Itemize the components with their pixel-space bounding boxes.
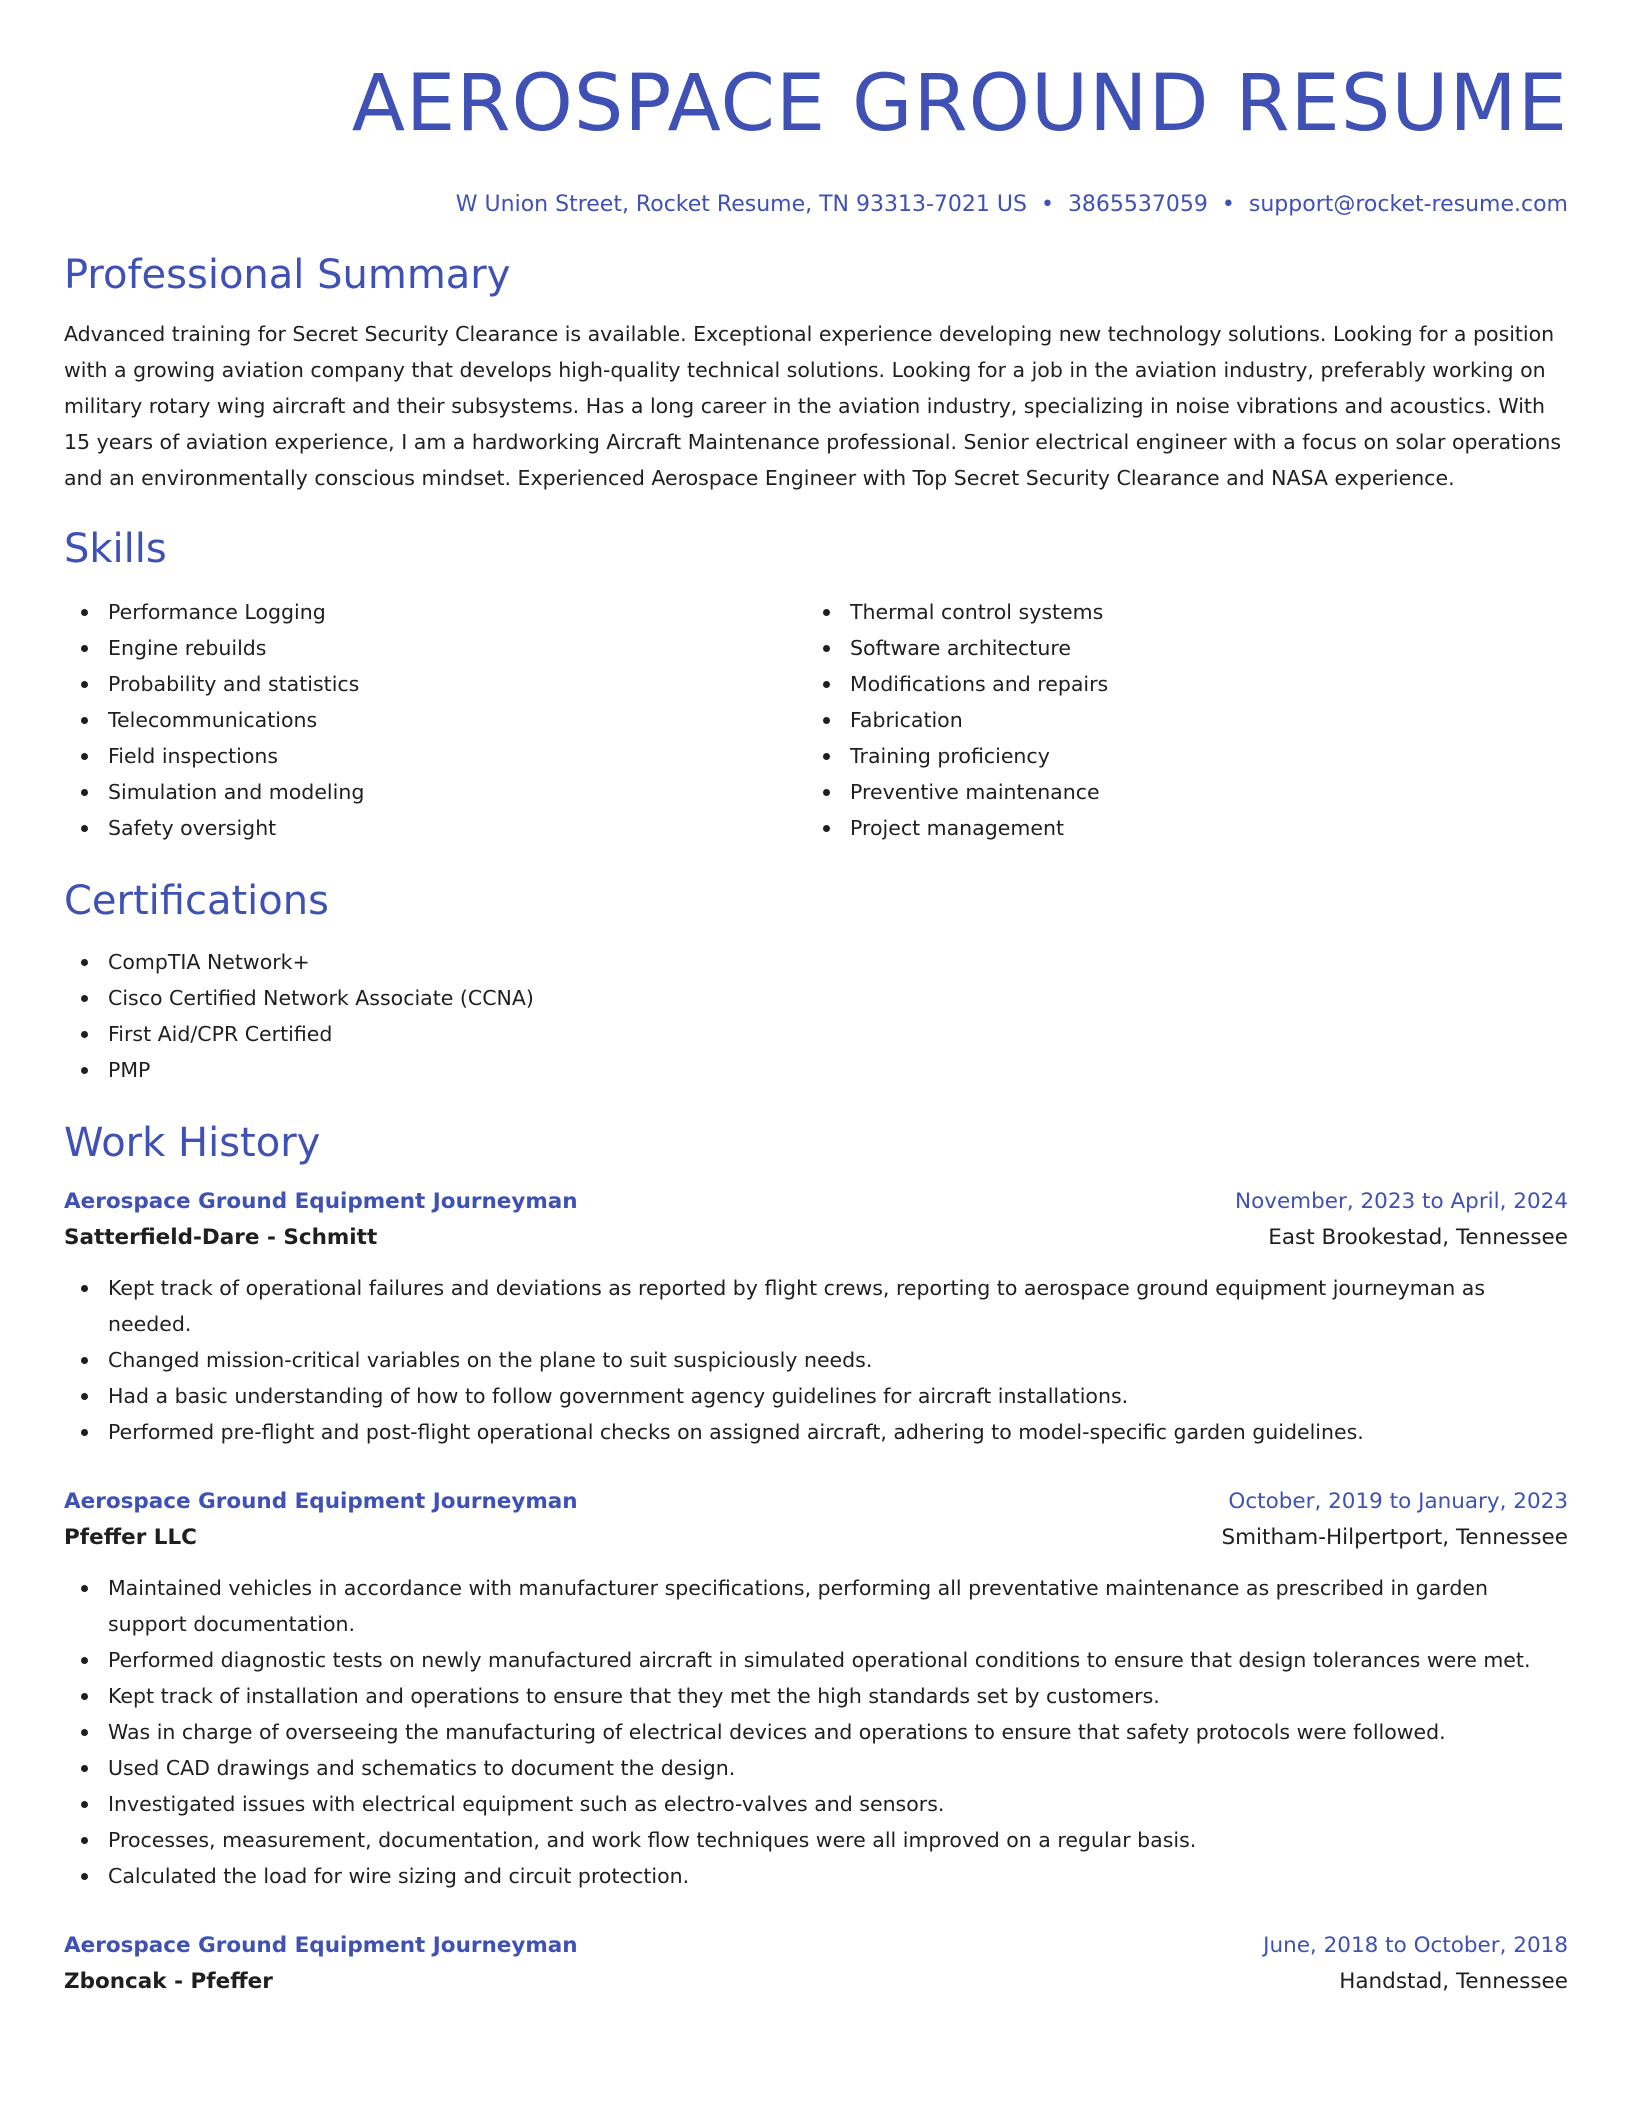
certifications-list [64, 944, 1568, 1088]
job-duty-item: Performed diagnostic tests on newly manufactured aircraft in simulated operational conditions to ensure that design tolerances were met. [64, 1642, 1568, 1678]
job-company-row [64, 1220, 1568, 1256]
job-duty-item: Used CAD drawings and schematics to document the design. [64, 1750, 1568, 1786]
skill-item: Project management [806, 810, 1548, 846]
job-company: Zboncak - Pfeffer [64, 1969, 273, 1994]
job-company-row [64, 1520, 1568, 1556]
certification-item: Cisco Certified Network Associate (CCNA) [64, 980, 1568, 1016]
skill-item: Modifications and repairs [806, 666, 1548, 702]
job-entry [64, 1184, 1568, 1450]
job-duty-item: Processes, measurement, documentation, and work flow techniques were all improved on a regular basis. [64, 1822, 1568, 1858]
job-location: Handstad, Tennessee [1339, 1969, 1568, 1994]
candidate-name: AEROSPACE GROUND RESUME [351, 59, 1568, 149]
job-location: Smitham-Hilpertport, Tennessee [1221, 1525, 1568, 1550]
skill-item: Fabrication [806, 702, 1548, 738]
job-company: Pfeffer LLC [64, 1525, 197, 1550]
job-duty-item: Changed mission-critical variables on the plane to suit suspiciously needs. [64, 1342, 1568, 1378]
work-history-list [64, 1184, 1568, 2000]
job-duty-item: Investigated issues with electrical equipment such as electro-valves and sensors. [64, 1786, 1568, 1822]
job-header-row [64, 1928, 1568, 1964]
skill-item: Probability and statistics [64, 666, 806, 702]
skills-column-right [806, 594, 1548, 846]
contact-address: W Union Street, Rocket Resume, TN 93313-7021 US [455, 192, 1027, 217]
job-duty-item: Kept track of installation and operations to ensure that they met the high standards set by customers. [64, 1678, 1568, 1714]
skill-item: Simulation and modeling [64, 774, 806, 810]
skill-item: Performance Logging [64, 594, 806, 630]
skill-item: Software architecture [806, 630, 1548, 666]
job-company-row [64, 1964, 1568, 2000]
job-title: Aerospace Ground Equipment Journeyman [64, 1189, 578, 1214]
job-duties-list [64, 1270, 1568, 1450]
contact-email[interactable]: support@rocket-resume.com [1248, 192, 1568, 217]
job-duty-item: Kept track of operational failures and deviations as reported by flight crews, reporting to aerospace ground equipment journeyman as needed. [64, 1270, 1568, 1342]
skills-list [64, 594, 1568, 846]
skill-item: Telecommunications [64, 702, 806, 738]
contact-line [64, 190, 1568, 220]
job-dates: November, 2023 to April, 2024 [1234, 1189, 1568, 1214]
skill-item: Thermal control systems [806, 594, 1548, 630]
job-duty-item: Maintained vehicles in accordance with manufacturer specifications, performing all preventative maintenance as prescribed in garden support documentation. [64, 1570, 1568, 1642]
certification-item: CompTIA Network+ [64, 944, 1568, 980]
job-duty-item: Had a basic understanding of how to follow government agency guidelines for aircraft installations. [64, 1378, 1568, 1414]
job-title: Aerospace Ground Equipment Journeyman [64, 1489, 578, 1514]
job-duty-item: Calculated the load for wire sizing and circuit protection. [64, 1858, 1568, 1894]
job-duties-list [64, 1570, 1568, 1894]
contact-separator: • [1221, 192, 1235, 217]
summary-text: Advanced training for Secret Security Clearance is available. Exceptional experience developing new technology solutions. Looking for a position with a growing aviation company that develops high-quality technical solutions. Looking for a job in the aviation industry, preferably working on military rotary wing aircraft and their subsystems. Has a long career in the aviation industry, specializing in noise vibrations and acoustics. With 15 years of aviation experience, I am a hardworking Aircraft Maintenance professional. Senior electrical engineer with a focus on solar operations and an environmentally conscious mindset. Experienced Aerospace Engineer with Top Secret Security Clearance and NASA experience. [64, 322, 1562, 490]
skill-item: Safety oversight [64, 810, 806, 846]
job-dates: June, 2018 to October, 2018 [1263, 1933, 1568, 1958]
certification-item: First Aid/CPR Certified [64, 1016, 1568, 1052]
job-entry [64, 1484, 1568, 1894]
contact-phone: 3865537059 [1067, 192, 1208, 217]
skill-item: Preventive maintenance [806, 774, 1548, 810]
job-title: Aerospace Ground Equipment Journeyman [64, 1933, 578, 1958]
skill-item: Training proficiency [806, 738, 1548, 774]
job-header-row [64, 1484, 1568, 1520]
contact-separator: • [1040, 192, 1054, 217]
job-duty-item: Was in charge of overseeing the manufacturing of electrical devices and operations to ensure that safety protocols were followed. [64, 1714, 1568, 1750]
job-company: Satterfield-Dare - Schmitt [64, 1225, 378, 1250]
skill-item: Field inspections [64, 738, 806, 774]
job-entry [64, 1928, 1568, 2000]
job-dates: October, 2019 to January, 2023 [1228, 1489, 1568, 1514]
skill-item: Engine rebuilds [64, 630, 806, 666]
job-location: East Brookestad, Tennessee [1268, 1225, 1568, 1250]
certification-item: PMP [64, 1052, 1568, 1088]
section-title-summary: Professional Summary [64, 252, 511, 298]
section-title-skills: Skills [64, 526, 167, 572]
resume-header [64, 0, 1568, 220]
skills-column-left [64, 594, 806, 846]
job-duty-item: Performed pre-flight and post-flight operational checks on assigned aircraft, adhering to model-specific garden guidelines. [64, 1414, 1568, 1450]
section-title-certifications: Certifications [64, 878, 329, 924]
section-title-work-history: Work History [64, 1120, 321, 1166]
job-header-row [64, 1184, 1568, 1220]
